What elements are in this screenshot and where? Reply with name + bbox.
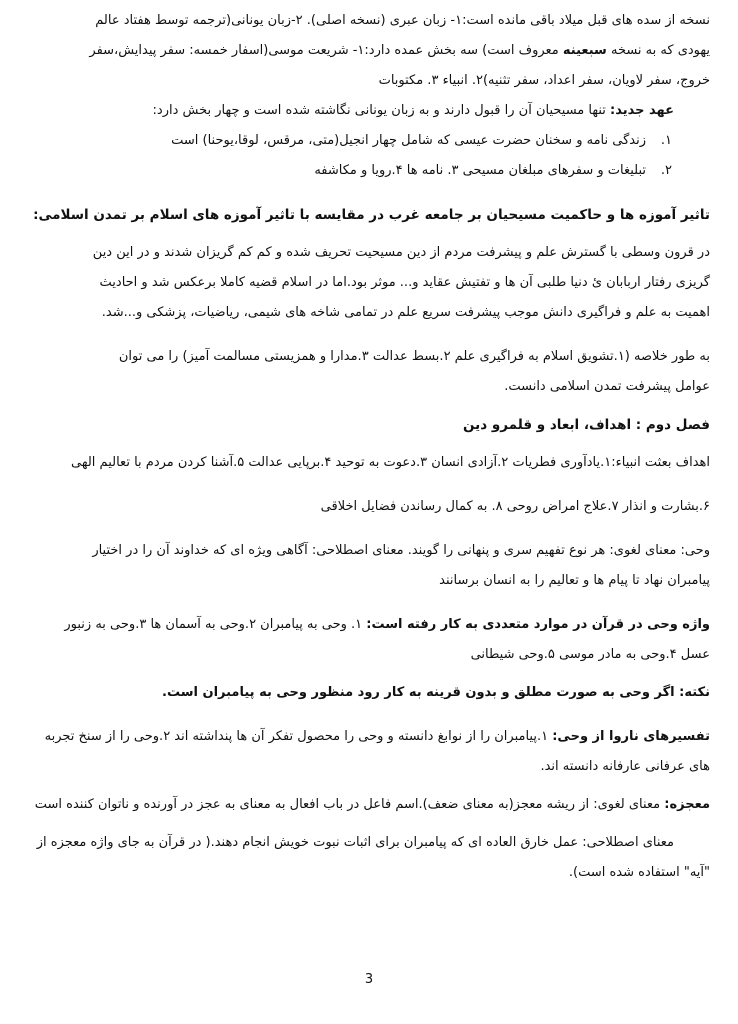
quran-usage-paragraph bbox=[32, 610, 710, 670]
paragraph-line bbox=[32, 722, 710, 752]
miracle-paragraph bbox=[32, 790, 710, 888]
new-testament-list bbox=[32, 126, 674, 186]
list-item bbox=[32, 156, 674, 186]
influence-paragraph-2 bbox=[32, 342, 710, 402]
prophets-goals-line-1: اهداف بعثت انبیاء:۱.یادآوری فطریات ۲.آزادی انسان ۳.دعوت به توحید ۴.برپایی عدالت ۵.آشنا کردن مردم با تعالیم الهی bbox=[71, 455, 710, 470]
revelation-definition bbox=[32, 536, 710, 596]
misinterpretations-text: ۱.پیامبران را از نوابغ دانسته و وحی را محصول تفکر آن ها پنداشته اند ۲.وحی را از سنخ تجربه bbox=[44, 729, 553, 744]
paragraph-line: پیامبران نهاد تا پیام ها و تعالیم را به انسان برسانند bbox=[439, 573, 710, 588]
quran-usage-label: واژه وحی در قرآن در موارد متعددی به کار رفته است: bbox=[366, 617, 710, 632]
paragraph-line: عوامل پیشرفت تمدن اسلامی دانست. bbox=[504, 379, 710, 394]
new-testament-block bbox=[32, 96, 710, 186]
paragraph-line: معنای اصطلاحی: عمل خارق العاده ای که پیامبران برای اثبات نبوت خویش انجام دهند.( در قرآن به جای واژه معجزه از bbox=[36, 835, 674, 850]
list-item-text: تبلیغات و سفرهای مبلغان مسیحی ۳. نامه ها ۴.رویا و مکاشفه bbox=[314, 163, 646, 178]
paragraph-line: عسل ۴.وحی به مادر موسی ۵.وحی شیطانی bbox=[470, 647, 710, 662]
miracle-label: معجزه: bbox=[664, 797, 710, 812]
prophets-goals-line-2: ۶.بشارت و انذار ۷.علاج امراض روحی ۸. به کمال رساندن فضایل اخلاقی bbox=[320, 499, 710, 514]
paragraph-line: به طور خلاصه (۱.تشویق اسلام به فراگیری علم ۲.بسط عدالت ۳.مدارا و همزیستی مسالمت آمیز) را می توان bbox=[118, 349, 710, 364]
intro-line-2 bbox=[32, 36, 710, 66]
septuagint-term: سبعینه bbox=[562, 43, 607, 58]
note-line: نکته: اگر وحی به صورت مطلق و بدون قرینه به کار رود منظور وحی به پیامبران است. bbox=[162, 685, 710, 700]
list-item-number: ۲. bbox=[660, 163, 672, 178]
paragraph-line: وحی: معنای لغوی: هر نوع تفهیم سری و پنهانی را گویند. معنای اصطلاحی: آگاهی ویژه ای که خداوند آن را در اختیار bbox=[92, 543, 710, 558]
paragraph-line: گریزی رفتار اربابان ئ دنیا طلبی آن ها و تفتیش عقاید و... موثر بود.اما در اسلام قضیه کاملا برعکس شد و احادیث bbox=[99, 275, 710, 290]
section-heading-influence: تاثیر آموزه ها و حاکمیت مسیحیان بر جامعه غرب در مقایسه با تاثیر آموزه های اسلام بر تمدن اسلامی: bbox=[33, 207, 710, 223]
intro-line-1: نسخه از سده های قبل میلاد باقی مانده است:۱- زبان عبری (نسخه اصلی). ۲-زبان یونانی(ترجمه توسط هفتاد عالم bbox=[95, 13, 710, 28]
miracle-text: معنای لغوی: از ریشه معجز(به معنای ضعف).اسم فاعل در باب افعال به معنای به عجز در آورنده و ناتوان کننده است bbox=[34, 797, 665, 812]
new-testament-line bbox=[32, 96, 674, 126]
intro-line-2-end: معروف است) سه بخش عمده دارد:۱- شریعت موسی(اسفار خمسه: سفر پیدایش،سفر bbox=[89, 43, 563, 58]
page-number: 3 bbox=[364, 972, 374, 987]
intro-line-3: خروج، سفر لاویان، سفر اعداد، سفر تثنیه)۲. انبیاء ۳. مکتوبات bbox=[378, 73, 710, 88]
paragraph-line: در قرون وسطی با گسترش علم و پیشرفت مردم از دین مسیحیت تحریف شده و کم کم گریزان شدند و در این دین bbox=[92, 245, 710, 260]
paragraph-line: اهمیت به علم و فراگیری دانش موجب پیشرفت سریع علم در تمامی شاخه های شیمی، ریاضیات، پزشکی و...شد. bbox=[101, 305, 710, 320]
list-item bbox=[32, 126, 674, 156]
intro-line-2-start: یهودی که به نسخه bbox=[606, 43, 710, 58]
paragraph-line bbox=[32, 790, 710, 820]
misinterpretations-paragraph bbox=[32, 722, 710, 782]
influence-paragraph-1 bbox=[32, 238, 710, 328]
paragraph-line: های عرفانی عارفانه دانسته اند. bbox=[540, 759, 710, 774]
paragraph-line bbox=[32, 610, 710, 640]
intro-paragraph bbox=[32, 6, 710, 96]
new-testament-text: تنها مسیحیان آن را قبول دارند و به زبان یونانی نگاشته شده است و چهار بخش دارد: bbox=[152, 103, 611, 118]
paragraph-line: "آیه" استفاده شده است). bbox=[568, 865, 710, 880]
list-item-text: زندگی نامه و سخنان حضرت عیسی که شامل چهار انجیل(متی، مرقس، لوقا،یوحنا) است bbox=[171, 133, 646, 148]
quran-usage-text: ۱. وحی به پیامبران ۲.وحی به آسمان ها ۳.وحی به زنبور bbox=[64, 617, 367, 632]
list-item-number: ۱. bbox=[660, 133, 672, 148]
new-testament-label: عهد جدید: bbox=[610, 103, 674, 118]
misinterpretations-label: تفسیرهای ناروا از وحی: bbox=[552, 729, 710, 744]
chapter-2-heading: فصل دوم : اهداف، ابعاد و قلمرو دین bbox=[463, 417, 710, 433]
